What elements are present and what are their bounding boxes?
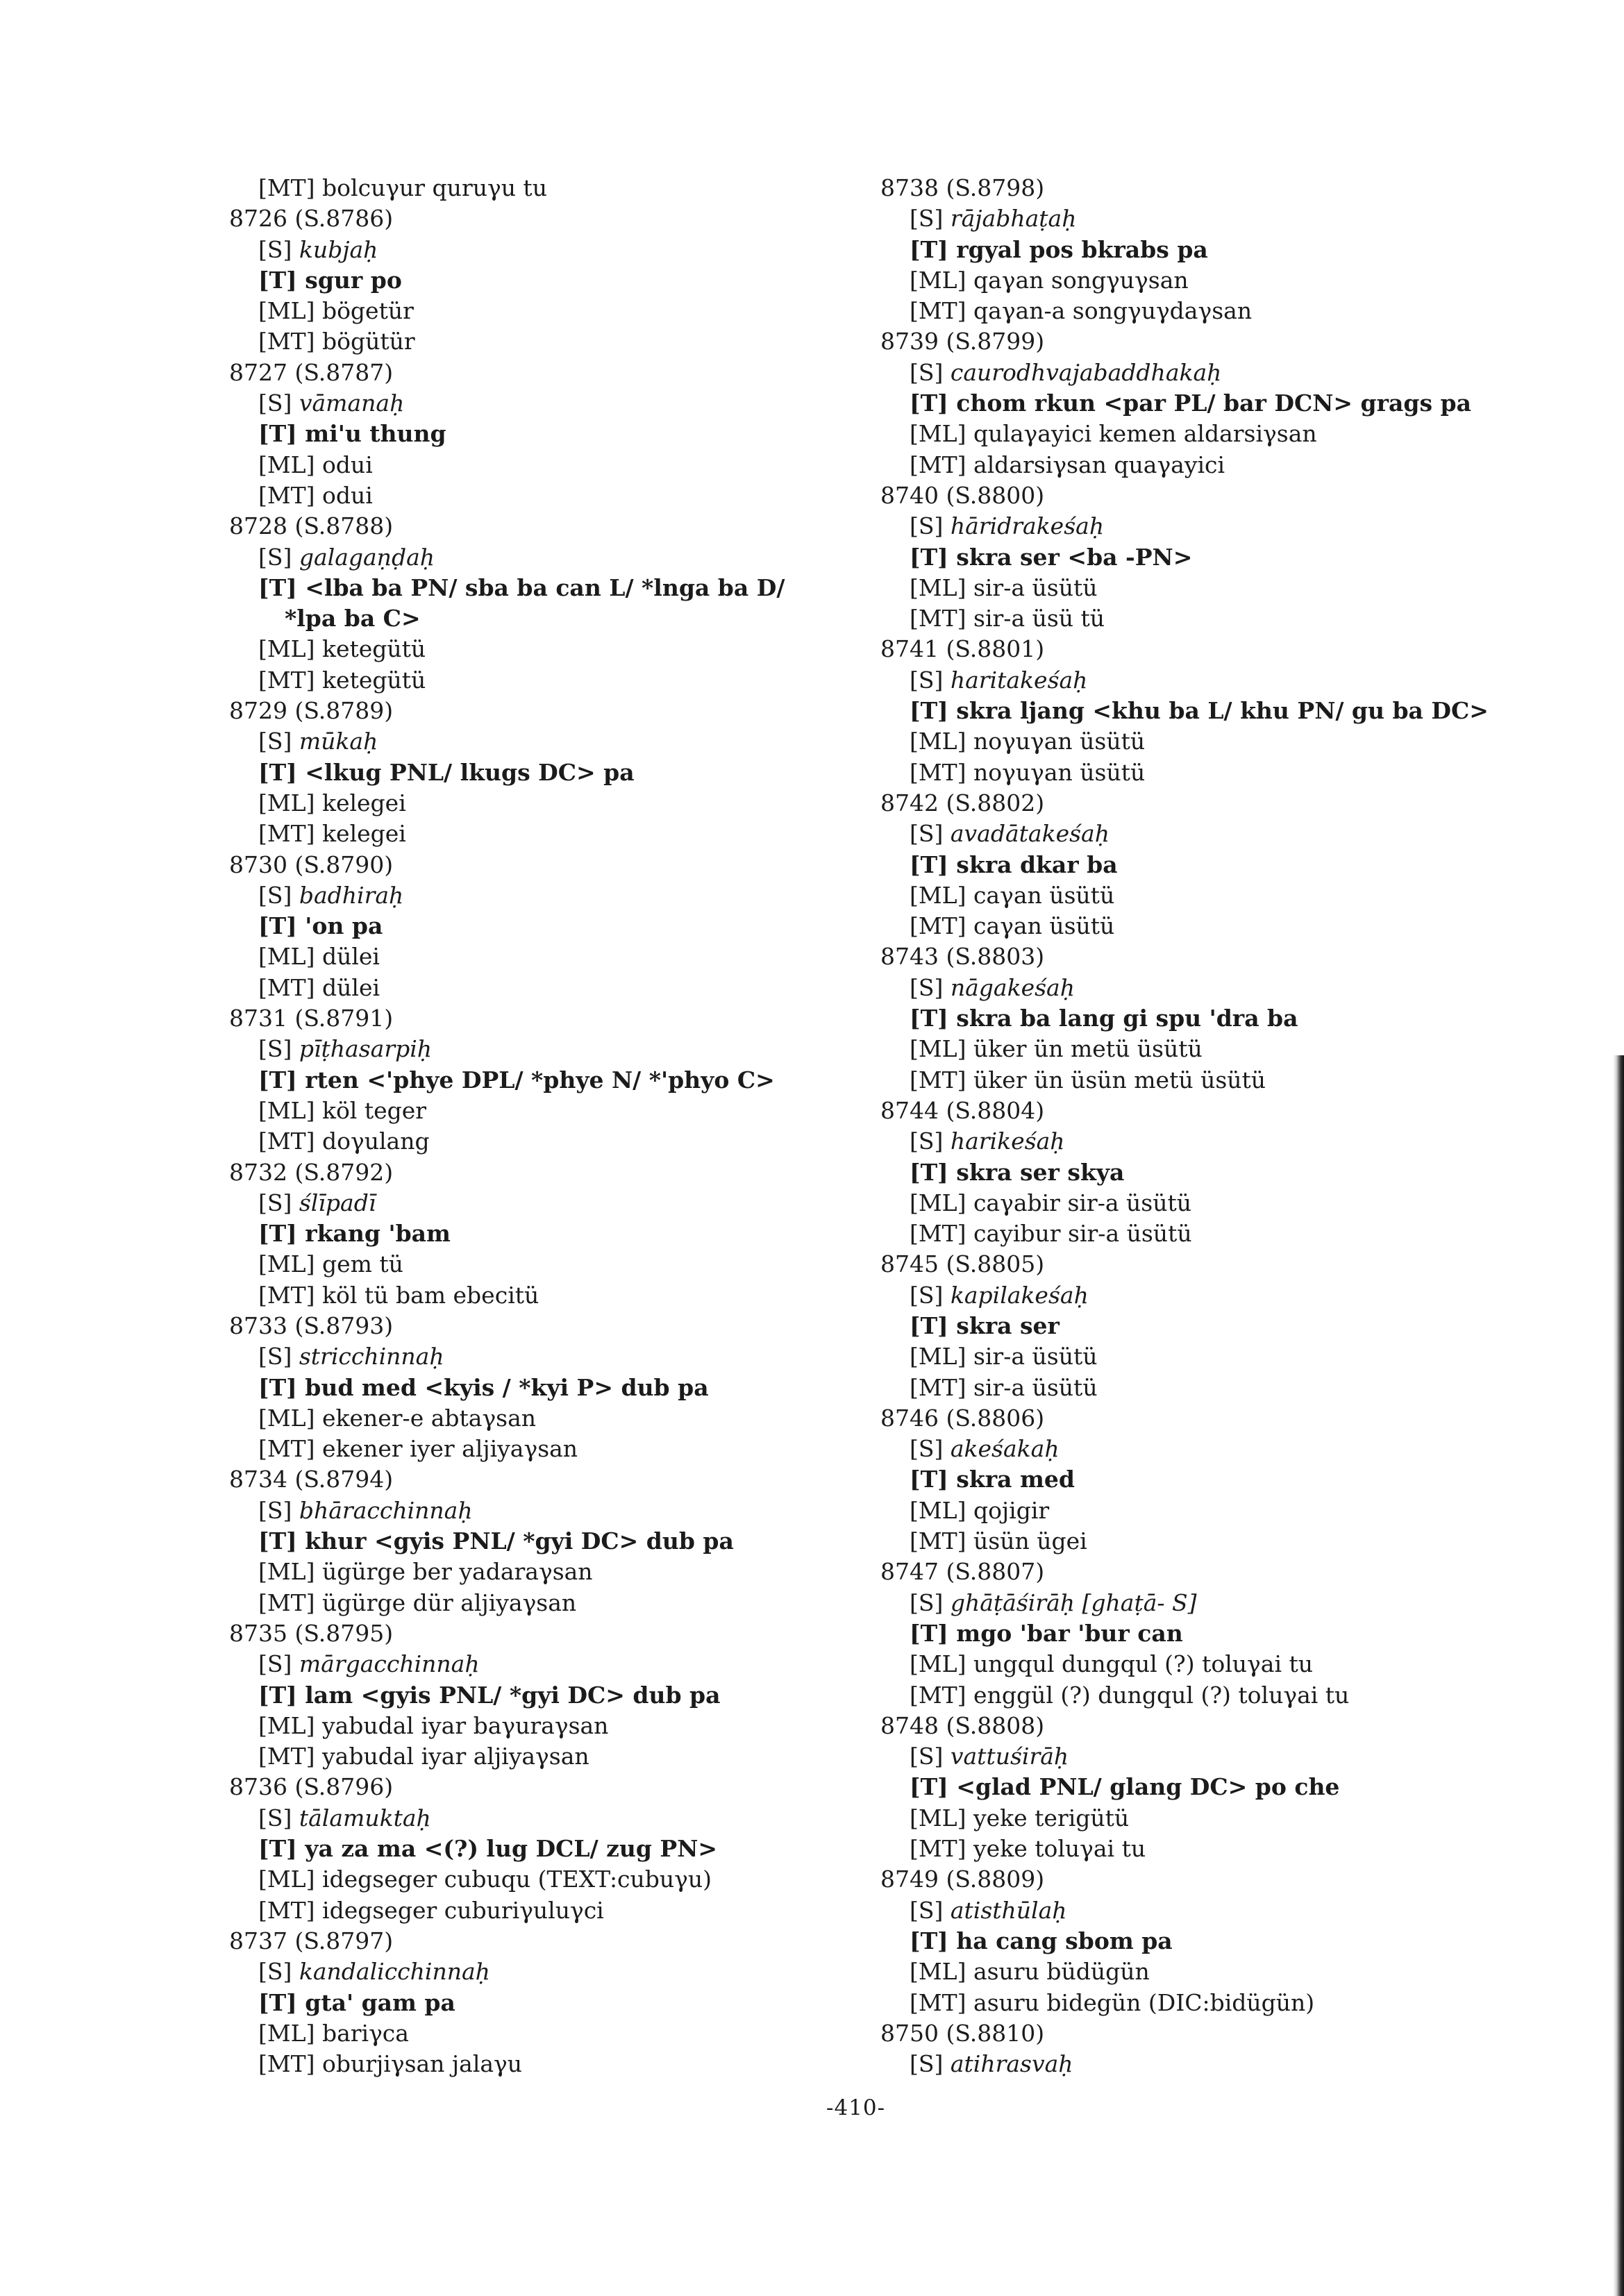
entry-line: [T] skra ser skya (910, 1158, 1125, 1186)
entry-tag: [S] (910, 205, 951, 233)
entry-line: [ML] qulaγayici kemen aldarsiγsan (910, 420, 1317, 448)
entry-number: 8749 (S.8809) (880, 1866, 1045, 1893)
entry-number: 8726 (S.8786) (229, 205, 394, 233)
entry-line (880, 2049, 1575, 2079)
entry-line: [MT] üsün ügei (910, 1527, 1087, 1555)
entry-number: 8736 (S.8796) (229, 1773, 394, 1801)
entry-line: [T] skra ba lang gi spu 'dra ba (910, 1005, 1298, 1032)
entry-tag: [S] (258, 543, 299, 571)
entry-line (880, 819, 1575, 849)
sanskrit-term: bhāracchinnaḥ (299, 1496, 473, 1524)
entry-line (229, 1495, 854, 1526)
entry-line (880, 1588, 1575, 1618)
entry-line: [MT] dülei (258, 973, 380, 1001)
entry-line: [MT] asuru bidegün (DIC:bidügün) (910, 1988, 1315, 2016)
entry-line (229, 1956, 854, 1987)
right-column (880, 173, 1575, 2079)
sanskrit-term: galagaṇḍaḥ (299, 543, 435, 571)
sanskrit-term: stricchinnaḥ (299, 1343, 444, 1371)
entry-line: [T] skra ser (910, 1312, 1060, 1339)
entry-line (229, 1188, 854, 1218)
sanskrit-term: vāmanaḥ (299, 389, 405, 417)
entry-number: 8742 (S.8802) (880, 789, 1045, 816)
entry-line: [T] 'on pa (258, 912, 383, 940)
entry-line: [T] skra dkar ba (910, 850, 1118, 878)
entry-line: [T] ha cang sbom pa (910, 1927, 1173, 1954)
entry-tag: [S] (258, 1035, 299, 1063)
entry-line: [MT] köl tü bam ebecitü (258, 1281, 539, 1309)
entry-number: 8735 (S.8795) (229, 1619, 394, 1647)
entry-line (229, 1803, 854, 1834)
entry-line: [MT] noγuγan üsütü (910, 758, 1146, 786)
entry-line: [MT] enggül (?) dungqul (?) toluγai tu (910, 1681, 1350, 1709)
sanskrit-term: badhiraḥ (299, 881, 404, 909)
entry-tag: [S] (910, 1589, 951, 1616)
entry-line: [ML] gem tü (258, 1250, 403, 1278)
entry-tag: [S] (910, 2050, 951, 2078)
entry-line: [ML] kelegei (258, 789, 406, 816)
sanskrit-term: ghāṭāśirāḥ [ghaṭā- S] (950, 1589, 1197, 1616)
entry-number: 8734 (S.8794) (229, 1466, 394, 1493)
sanskrit-term: avadātakeśaḥ (950, 820, 1110, 848)
entry-tag: [S] (258, 1804, 299, 1832)
entry-line: [T] skra ljang <khu ba L/ khu PN/ gu ba DC> (910, 697, 1489, 725)
entry-tag: [S] (258, 1650, 299, 1678)
entry-line: [ML] ekener-e abtaγsan (258, 1404, 537, 1432)
entry-line: [ML] asuru büdügün (910, 1958, 1150, 1986)
sanskrit-term: tālamuktaḥ (299, 1804, 431, 1832)
entry-line: [T] sgur po (258, 266, 402, 294)
entry-line: [ML] yeke terigütü (910, 1804, 1130, 1832)
entry-line: [ML] qojigir (910, 1496, 1050, 1524)
entry-tag: [S] (910, 1896, 951, 1924)
entry-line: [MT] cayibur sir-a üsütü (910, 1220, 1192, 1248)
entry-line (229, 1341, 854, 1372)
entry-tag: [S] (910, 820, 951, 848)
entry-line: [ML] köl teger (258, 1096, 427, 1124)
sanskrit-term: mārgacchinnaḥ (299, 1650, 480, 1678)
sanskrit-term: atihrasvaḥ (950, 2050, 1073, 2078)
entry-tag: [S] (258, 389, 299, 417)
entry-tag: [S] (910, 1281, 951, 1309)
entry-number: 8748 (S.8808) (880, 1711, 1045, 1739)
entry-tag: [S] (910, 1743, 951, 1770)
entry-line: [MT] ügürge dür aljiyaγsan (258, 1589, 577, 1616)
entry-line: [MT] caγan üsütü (910, 912, 1115, 940)
page-number: -410- (826, 2095, 886, 2120)
entry-line: [MT] bolcuγur quruγu tu (258, 174, 547, 201)
entry-tag: [S] (258, 1189, 299, 1216)
entry-tag: [S] (910, 973, 951, 1001)
entry-tag: [S] (258, 235, 299, 263)
sanskrit-term: kapilakeśaḥ (950, 1281, 1089, 1309)
entry-line: [MT] kelegei (258, 820, 406, 848)
entry-line: [ML] sir-a üsütü (910, 573, 1098, 601)
entry-number: 8730 (S.8790) (229, 850, 394, 878)
entry-line: [MT] doγulang (258, 1128, 430, 1155)
sanskrit-term: ślīpadī (299, 1189, 376, 1216)
entry-tag: [S] (910, 1128, 951, 1155)
entry-line: [T] rkang 'bam (258, 1220, 451, 1248)
entry-line: [T] skra ser <ba -PN> (910, 543, 1193, 571)
entry-line: [ML] odui (258, 451, 373, 478)
entry-line: [MT] ketegütü (258, 666, 426, 694)
entry-number: 8746 (S.8806) (880, 1404, 1045, 1432)
entry-line: [MT] üker ün üsün metü üsütü (910, 1066, 1266, 1093)
entry-line (880, 203, 1575, 234)
entry-line: [T] mgo 'bar 'bur can (910, 1619, 1183, 1647)
entry-line: [T] <glad PNL/ glang DC> po che (910, 1773, 1340, 1801)
sanskrit-term: kandalicchinnaḥ (299, 1958, 490, 1986)
entry-line: [T] mi'u thung (258, 420, 446, 448)
sanskrit-term: akeśakaḥ (950, 1435, 1060, 1463)
sanskrit-term: caurodhvajabaddhakaḥ (950, 358, 1222, 386)
entry-number: 8733 (S.8793) (229, 1312, 394, 1339)
entry-line: [MT] idegseger cuburiγuluγci (258, 1896, 604, 1924)
entry-line: [ML] dülei (258, 943, 380, 971)
entry-line (229, 1034, 854, 1064)
entry-number: 8743 (S.8803) (880, 943, 1045, 971)
entry-number: 8737 (S.8797) (229, 1927, 394, 1954)
sanskrit-term: rājabhaṭaḥ (950, 205, 1077, 233)
entry-number: 8745 (S.8805) (880, 1250, 1045, 1278)
entry-line (880, 1895, 1575, 1926)
entry-tag: [S] (258, 728, 299, 755)
entry-line: [ML] ungqul dungqul (?) toluγai tu (910, 1650, 1313, 1678)
entry-tag: [S] (258, 1496, 299, 1524)
entry-line: [T] skra med (910, 1466, 1075, 1493)
entry-number: 8744 (S.8804) (880, 1096, 1045, 1124)
entry-line (880, 665, 1575, 696)
entry-number: 8732 (S.8792) (229, 1158, 394, 1186)
entry-line: [ML] idegseger cubuqu (TEXT:cubuγu) (258, 1866, 712, 1893)
entry-line: [T] ya za ma <(?) lug DCL/ zug PN> (258, 1835, 718, 1863)
entry-tag: [S] (910, 512, 951, 540)
entry-tag: [S] (910, 1435, 951, 1463)
entry-line: [MT] qaγan-a songγuγdaγsan (910, 297, 1253, 325)
entry-line: [MT] sir-a üsütü (910, 1373, 1098, 1401)
entry-line: [ML] bögetür (258, 297, 414, 325)
entry-number: 8728 (S.8788) (229, 512, 394, 540)
entry-tag: [S] (258, 1958, 299, 1986)
sanskrit-term: vattuśirāḥ (950, 1743, 1069, 1770)
entry-line: [ML] caγabir sir-a üsütü (910, 1189, 1191, 1216)
entry-line: [MT] yeke toluγai tu (910, 1835, 1146, 1863)
entry-line: [ML] noγuγan üsütü (910, 728, 1146, 755)
entry-line: [T] rgyal pos bkrabs pa (910, 235, 1208, 263)
entry-line: [MT] odui (258, 481, 373, 509)
sanskrit-term: nāgakeśaḥ (950, 973, 1075, 1001)
entry-line: [T] lam <gyis PNL/ *gyi DC> dub pa (258, 1681, 721, 1709)
entry-line (229, 235, 854, 265)
sanskrit-term: pīṭhasarpiḥ (299, 1035, 433, 1063)
entry-number: 8727 (S.8787) (229, 358, 394, 386)
entry-line (880, 1741, 1575, 1772)
entry-number: 8750 (S.8810) (880, 2019, 1045, 2047)
entry-number: 8747 (S.8807) (880, 1558, 1045, 1586)
entry-line: [ML] ügürge ber yadaraγsan (258, 1558, 593, 1586)
sanskrit-term: haritakeśaḥ (950, 666, 1088, 694)
entry-number: 8731 (S.8791) (229, 1005, 394, 1032)
left-column (229, 173, 854, 2079)
entry-number: 8740 (S.8800) (880, 481, 1045, 509)
entry-tag: [S] (258, 881, 299, 909)
entry-line: [T] gta' gam pa (258, 1988, 455, 2016)
entry-line: [T] chom rkun <par PL/ bar DCN> grags pa (910, 389, 1471, 417)
entry-number: 8741 (S.8801) (880, 635, 1045, 663)
entry-line: [ML] bariγca (258, 2019, 409, 2047)
scan-edge-shadow (1613, 1055, 1624, 2296)
sanskrit-term: harikeśaḥ (950, 1128, 1065, 1155)
entry-line: [T] khur <gyis PNL/ *gyi DC> dub pa (258, 1527, 734, 1555)
sanskrit-term: hāridrakeśaḥ (950, 512, 1105, 540)
entry-line: [MT] ekener iyer aljiyaγsan (258, 1435, 578, 1463)
entry-line (229, 880, 854, 911)
entry-line: [ML] caγan üsütü (910, 881, 1115, 909)
entry-line: [T] bud med <kyis / *kyi P> dub pa (258, 1373, 709, 1401)
entry-line (880, 1126, 1575, 1157)
entry-line (880, 358, 1575, 388)
entry-line: [T] <lba ba PN/ sba ba can L/ *lnga ba D/ (258, 573, 785, 601)
entry-line: [MT] yabudal iyar aljiyaγsan (258, 1743, 589, 1770)
entry-number: 8739 (S.8799) (880, 328, 1045, 355)
entry-continuation: *lpa ba C> (285, 605, 421, 632)
entry-line: [MT] oburjiγsan jalaγu (258, 2050, 523, 2078)
entry-line: [ML] yabudal iyar baγuraγsan (258, 1711, 609, 1739)
entry-line (229, 388, 854, 419)
entry-line (229, 542, 854, 573)
entry-tag: [S] (910, 358, 951, 386)
entry-line (880, 973, 1575, 1003)
sanskrit-term: mūkaḥ (299, 728, 378, 755)
entry-line: [ML] qaγan songγuγsan (910, 266, 1189, 294)
entry-line (880, 511, 1575, 542)
sanskrit-term: atisthūlaḥ (950, 1896, 1067, 1924)
entry-line: [MT] sir-a üsü tü (910, 605, 1105, 632)
entry-line (880, 1280, 1575, 1311)
sanskrit-term: kubjaḥ (299, 235, 378, 263)
entry-line: [MT] bögütür (258, 328, 415, 355)
entry-line (229, 726, 854, 757)
entry-line: [T] rten <'phye DPL/ *phye N/ *'phyo C> (258, 1066, 775, 1093)
entry-number: 8729 (S.8789) (229, 697, 394, 725)
entry-tag: [S] (910, 666, 951, 694)
entry-line: [ML] üker ün metü üsütü (910, 1035, 1203, 1063)
entry-tag: [S] (258, 1343, 299, 1371)
entry-line: [T] <lkug PNL/ lkugs DC> pa (258, 758, 635, 786)
entry-line: [ML] ketegütü (258, 635, 426, 663)
entry-line: [ML] sir-a üsütü (910, 1343, 1098, 1371)
entry-number: 8738 (S.8798) (880, 174, 1045, 201)
entry-line (880, 1434, 1575, 1464)
entry-line (229, 1649, 854, 1679)
entry-line: [MT] aldarsiγsan quaγayici (910, 451, 1225, 478)
